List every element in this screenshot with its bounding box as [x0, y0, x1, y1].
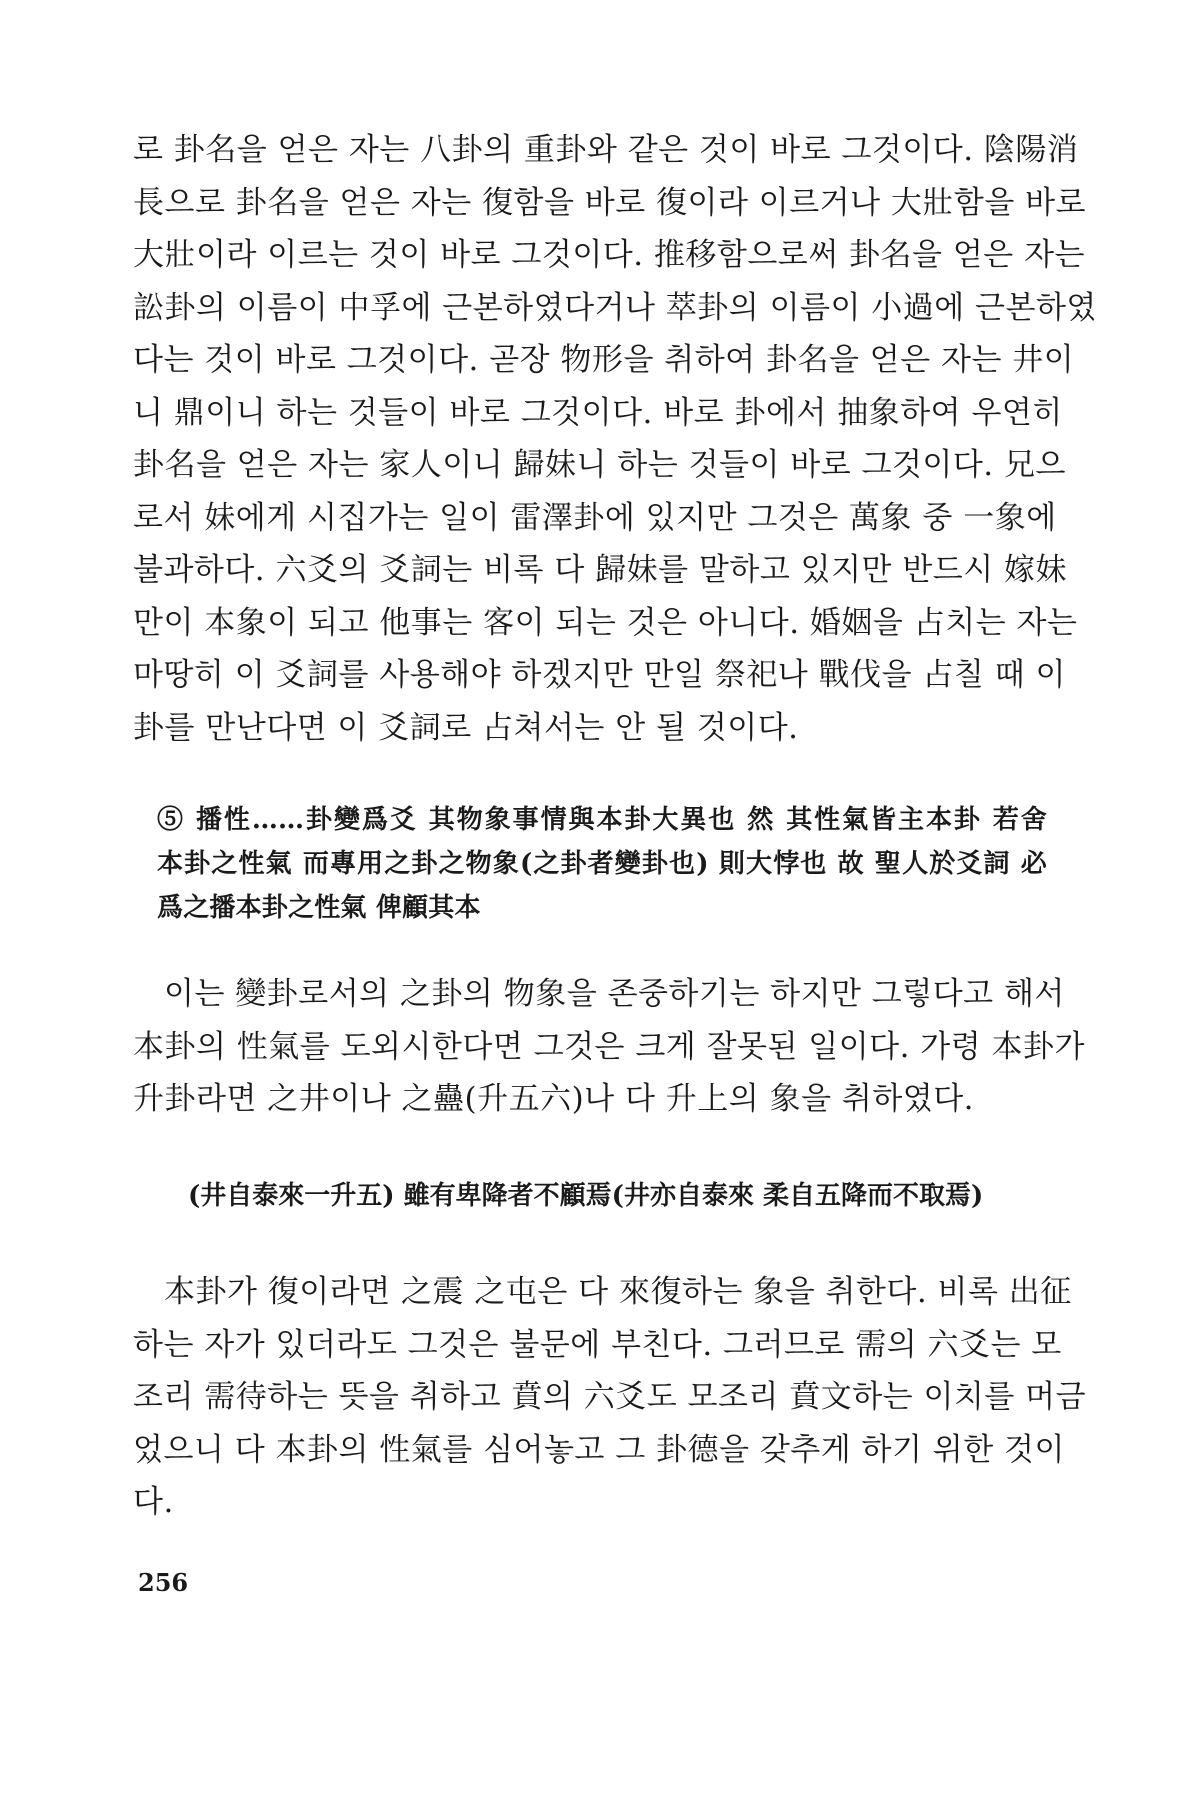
- text-line: 本卦의 性氣를 도외시한다면 그것은 크게 잘못된 일이다. 가령 本卦가: [133, 1028, 1085, 1065]
- quote-line: 爲之播本卦之性氣 俾顧其本: [157, 893, 481, 923]
- text-line: 로서 妹에게 시집가는 일이 雷澤卦에 있지만 그것은 萬象 중 一象에: [133, 499, 1057, 536]
- paragraph-2: [133, 968, 1085, 1126]
- quote-line: ⑤ 播性……卦變爲爻 其物象事情與本卦大異也 然 其性氣皆主本卦 若舍: [157, 805, 1047, 835]
- citation-note: (井自泰來一升五) 雖有卑降者不顧焉(井亦自泰來 柔自五降而不取焉): [188, 1181, 984, 1211]
- text-line: 卦名을 얻은 자는 家人이니 歸妹니 하는 것들이 바로 그것이다. 兄으: [133, 447, 1066, 483]
- quotation-block: [157, 798, 1047, 930]
- text-line: 조리 需待하는 뜻을 취하고 賁의 六爻도 모조리 賁文하는 이치를 머금: [133, 1379, 1087, 1415]
- paragraph-1: [133, 124, 1097, 754]
- text-line: 다.: [133, 1484, 174, 1520]
- text-line: 長으로 卦名을 얻은 자는 復함을 바로 復이라 이르거나 大壯함을 바로: [133, 184, 1087, 221]
- text-line: 하는 자가 있더라도 그것은 불문에 부친다. 그러므로 需의 六爻는 모: [133, 1326, 1062, 1363]
- quote-line: 本卦之性氣 而專用之卦之物象(之卦者變卦也) 則大悖也 故 聖人於爻詞 必: [157, 849, 1047, 879]
- text-line: 로 卦名을 얻은 자는 八卦의 重卦와 같은 것이 바로 그것이다. 陰陽消: [133, 132, 1079, 168]
- text-line: 었으니 다 本卦의 性氣를 심어놓고 그 卦德을 갖추게 하기 위한 것이: [133, 1431, 1065, 1468]
- text-line: 다는 것이 바로 그것이다. 곧장 物形을 취하여 卦名을 얻은 자는 井이: [133, 342, 1075, 378]
- page-number: 256: [138, 1568, 189, 1597]
- text-line: 만이 本象이 되고 他事는 客이 되는 것은 아니다. 婚姻을 占치는 자는: [133, 604, 1078, 641]
- text-line: 本卦가 復이라면 之震 之屯은 다 來復하는 象을 취한다. 비록 出征: [164, 1274, 1072, 1310]
- text-line: 니 鼎이니 하는 것들이 바로 그것이다. 바로 卦에서 抽象하여 우연히: [133, 394, 1063, 431]
- text-line: 마땅히 이 爻詞를 사용해야 하겠지만 만일 祭祀나 戰伐을 占칠 때 이: [133, 657, 1066, 693]
- text-line: 불과하다. 六爻의 爻詞는 비록 다 歸妹를 말하고 있지만 반드시 嫁妹: [133, 552, 1068, 588]
- paragraph-3: [133, 1266, 1087, 1529]
- text-line: 升卦라면 之井이나 之蠱(升五六)나 다 升上의 象을 취하였다.: [133, 1081, 975, 1117]
- text-line: 이는 變卦로서의 之卦의 物象을 존중하기는 하지만 그렇다고 해서: [164, 976, 1065, 1012]
- text-line: 卦를 만난다면 이 爻詞로 占쳐서는 안 될 것이다.: [133, 709, 799, 746]
- text-line: 訟卦의 이름이 中孚에 근본하였다거나 萃卦의 이름이 小過에 근본하였: [133, 289, 1097, 326]
- text-line: 大壯이라 이르는 것이 바로 그것이다. 推移함으로써 卦名을 얻은 자는: [133, 237, 1085, 273]
